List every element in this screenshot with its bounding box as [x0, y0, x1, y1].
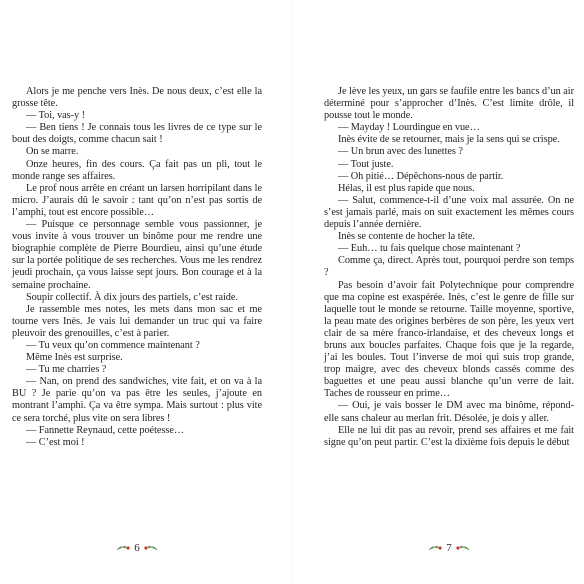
paragraph: — Oh pitié… Dépêchons-nous de partir.	[338, 170, 504, 182]
paragraph: — C’est moi !	[26, 436, 85, 448]
right-page	[324, 86, 574, 554]
page-number: 6	[134, 542, 140, 554]
paragraph: — Salut, commence-t-il d’une voix mal assurée. On ne s’est jamais parlé, mais on suit exactement les mêmes cours depuis l’année dernière.	[324, 194, 574, 231]
page-number: 7	[446, 542, 452, 554]
paragraph: — Tu me charries ?	[26, 364, 107, 376]
paragraph: Comme ça, direct. Après tout, pourquoi perdre son temps ?	[324, 255, 574, 279]
page-footer	[12, 542, 262, 554]
paragraph: — Puisque ce personnage semble vous passionner, je vous invite à vous trouver un binôme pour me rendre une biographie complète de Pierre Bourdieu, ainsi qu’une étude sur la portée politique de ses recherches. Vous me les rendrez jeudi prochain, ça vous laisse sept jours. Bon courage et à la semaine prochaine.	[12, 219, 262, 291]
left-page-text	[12, 86, 262, 449]
right-page-text	[324, 86, 574, 449]
left-page	[12, 86, 262, 554]
paragraph: Inès évite de se retourner, mais je la sens qui se crispe.	[338, 134, 560, 146]
paragraph: — Euh… tu fais quelque chose maintenant ?	[338, 243, 521, 255]
paragraph: Elle ne lui dit pas au revoir, prend ses affaires et me fait signe qu’on peut partir. C’est la dixième fois depuis le début	[324, 424, 574, 448]
paragraph: Inès se contente de hocher la tête.	[338, 231, 475, 243]
paragraph: — Tout juste.	[338, 158, 394, 170]
paragraph: — Mayday ! Lourdingue en vue…	[338, 122, 480, 134]
paragraph: — Toi, vas-y !	[26, 110, 86, 122]
paragraph: Onze heures, fin des cours. Ça fait pas un pli, tout le monde range ses affaires.	[12, 158, 262, 182]
floral-ornament-icon	[456, 544, 470, 552]
paragraph: Alors je me penche vers Inès. De nous deux, c’est elle la grosse tête.	[12, 86, 262, 110]
paragraph: Pas besoin d’avoir fait Polytechnique pour comprendre que ma copine est exaspérée. Inès, c’est le genre de fille sur laquelle tout le monde se retourne. Taille moyenne, sportive, la peau mate des origines berbères de son père, les yeux vert clair de sa mère franco-irlandaise, et des cheveux longs et bruns aux boucles parfaites. Chaque fois que je la regarde, j’ai les boules. Tout l’inverse de moi qui suis trop grande, trop maigre, avec des cheveux blonds cassés comme des baguettes et une peau aussi blanche qu’un verre de lait. Taches de rousseur en prime…	[324, 279, 574, 400]
floral-ornament-icon	[116, 544, 130, 552]
floral-ornament-icon	[144, 544, 158, 552]
floral-ornament-icon	[428, 544, 442, 552]
paragraph: Je lève les yeux, un gars se faufile entre les bancs d’un air déterminé pour s’approcher d’Inès. C’est limite drôle, il pousse tout le monde.	[324, 86, 574, 122]
paragraph: — Tu veux qu’on commence maintenant ?	[26, 339, 200, 351]
paragraph: — Oui, je vais bosser le DM avec ma binôme, répond-elle sans chaleur au merlan frit. Désolée, je dois y aller.	[324, 400, 574, 424]
paragraph: On se marre.	[26, 146, 79, 158]
paragraph: — Un brun avec des lunettes ?	[338, 146, 463, 158]
paragraph: Hélas, il est plus rapide que nous.	[338, 182, 475, 194]
paragraph: Même Inès est surprise.	[26, 352, 123, 364]
paragraph: — Fannette Reynaud, cette poétesse…	[26, 424, 185, 436]
paragraph: — Nan, on prend des sandwiches, vite fait, et on va à la BU ? Je parie qu’on va pas être les seules, j’ajoute en montrant l’amphi. Ça va être sympa. Mais surtout : plus vite ce sera torché, plus vite on sera libres !	[12, 376, 262, 424]
page-footer	[324, 542, 574, 554]
paragraph: Le prof nous arrête en créant un larsen horripilant dans le micro. J’aurais dû le savoir : tant qu’on n’est pas sortis de l’amphi, tout est encore possible…	[12, 182, 262, 218]
book-gutter	[291, 0, 293, 584]
paragraph: Soupir collectif. À dix jours des partiels, c’est raide.	[26, 291, 238, 303]
paragraph: Je rassemble mes notes, les mets dans mon sac et me tourne vers Inès. Je vais lui demander un truc qui va faire pleuvoir des grenouilles, c’est à parier.	[12, 303, 262, 339]
paragraph: — Ben tiens ! Je connais tous les livres de ce type sur le bout des doigts, comme chacun sait !	[12, 122, 262, 146]
